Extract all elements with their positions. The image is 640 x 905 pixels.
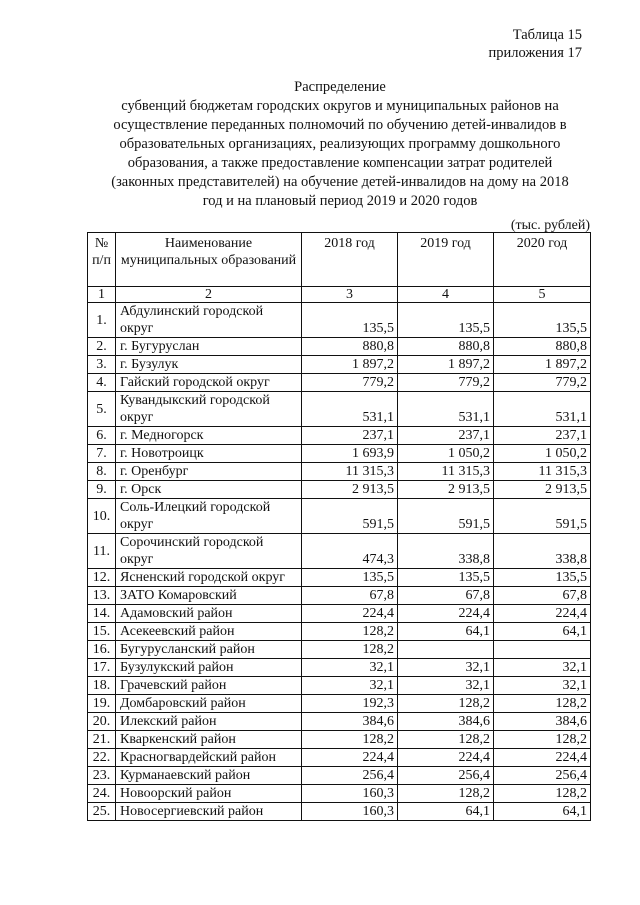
value-2020: 384,6 <box>494 713 591 731</box>
value-2018: 531,1 <box>302 392 398 427</box>
table-row <box>88 445 591 463</box>
row-number: 8. <box>88 463 116 481</box>
row-number: 17. <box>88 659 116 677</box>
value-2018: 128,2 <box>302 731 398 749</box>
value-2020: 32,1 <box>494 677 591 695</box>
municipality-name: г. Новотроицк <box>116 445 302 463</box>
municipality-name: Абдулинский городской округ <box>116 303 302 338</box>
row-number: 15. <box>88 623 116 641</box>
value-2019: 128,2 <box>398 695 494 713</box>
municipality-name: Гайский городской округ <box>116 374 302 392</box>
value-2019: 384,6 <box>398 713 494 731</box>
header-name: Наименование муниципальных образований <box>116 233 302 287</box>
table-row <box>88 659 591 677</box>
value-2020: 1 050,2 <box>494 445 591 463</box>
value-2020: 128,2 <box>494 731 591 749</box>
municipality-name: Кувандыкский городской округ <box>116 392 302 427</box>
table-row <box>88 641 591 659</box>
value-2018: 2 913,5 <box>302 481 398 499</box>
value-2020: 135,5 <box>494 303 591 338</box>
value-2018: 224,4 <box>302 605 398 623</box>
value-2018: 880,8 <box>302 338 398 356</box>
table-row <box>88 803 591 821</box>
heading-line: год и на плановый период 2019 и 2020 годов <box>202 193 478 209</box>
header-2020: 2020 год <box>494 233 591 287</box>
municipality-name: Бугурусланский район <box>116 641 302 659</box>
municipality-name: Ясненский городской округ <box>116 569 302 587</box>
row-number: 4. <box>88 374 116 392</box>
value-2019: 1 050,2 <box>398 445 494 463</box>
header-number: № п/п <box>88 233 116 287</box>
row-number: 12. <box>88 569 116 587</box>
municipality-name: Асекеевский район <box>116 623 302 641</box>
value-2019: 128,2 <box>398 731 494 749</box>
table-row <box>88 338 591 356</box>
table-row <box>88 356 591 374</box>
value-2018: 779,2 <box>302 374 398 392</box>
row-number: 18. <box>88 677 116 695</box>
value-2019: 135,5 <box>398 569 494 587</box>
municipality-name: г. Бузулук <box>116 356 302 374</box>
value-2018: 11 315,3 <box>302 463 398 481</box>
value-2020: 128,2 <box>494 785 591 803</box>
column-number-row <box>88 287 591 303</box>
municipality-name: Красногвардейский район <box>116 749 302 767</box>
row-number: 23. <box>88 767 116 785</box>
value-2019 <box>398 641 494 659</box>
table-row <box>88 785 591 803</box>
municipality-name: Новоорский район <box>116 785 302 803</box>
table-row <box>88 427 591 445</box>
table-row <box>88 569 591 587</box>
document-heading <box>80 78 600 211</box>
value-2020: 135,5 <box>494 569 591 587</box>
table-row <box>88 392 591 427</box>
value-2019: 64,1 <box>398 623 494 641</box>
value-2018: 224,4 <box>302 749 398 767</box>
value-2018: 135,5 <box>302 569 398 587</box>
value-2020: 237,1 <box>494 427 591 445</box>
table-row <box>88 749 591 767</box>
heading-line: (законных представителей) на обучение детей-инвалидов на дому на 2018 <box>111 174 569 190</box>
value-2019: 224,4 <box>398 749 494 767</box>
heading-line: субвенций бюджетам городских округов и муниципальных районов на <box>121 98 559 114</box>
table-row <box>88 623 591 641</box>
municipality-name: Сорочинский городской округ <box>116 534 302 569</box>
table-body <box>88 303 591 821</box>
value-2019: 32,1 <box>398 659 494 677</box>
table-row <box>88 374 591 392</box>
row-number: 16. <box>88 641 116 659</box>
municipality-name: Кваркенский район <box>116 731 302 749</box>
value-2019: 531,1 <box>398 392 494 427</box>
value-2019: 591,5 <box>398 499 494 534</box>
table-row <box>88 499 591 534</box>
row-number: 11. <box>88 534 116 569</box>
col-number: 1 <box>88 287 116 303</box>
value-2018: 474,3 <box>302 534 398 569</box>
row-number: 6. <box>88 427 116 445</box>
heading-title: Распределение <box>294 79 386 95</box>
value-2020: 11 315,3 <box>494 463 591 481</box>
value-2020: 224,4 <box>494 605 591 623</box>
table-row <box>88 605 591 623</box>
col-number: 4 <box>398 287 494 303</box>
table-row <box>88 534 591 569</box>
table-row <box>88 695 591 713</box>
municipality-name: ЗАТО Комаровский <box>116 587 302 605</box>
value-2018: 1 693,9 <box>302 445 398 463</box>
value-2018: 67,8 <box>302 587 398 605</box>
municipality-name: Адамовский район <box>116 605 302 623</box>
table-row <box>88 463 591 481</box>
row-number: 2. <box>88 338 116 356</box>
value-2018: 384,6 <box>302 713 398 731</box>
municipality-name: Грачевский район <box>116 677 302 695</box>
row-number: 14. <box>88 605 116 623</box>
col-number: 2 <box>116 287 302 303</box>
value-2020: 779,2 <box>494 374 591 392</box>
municipality-name: г. Бугуруслан <box>116 338 302 356</box>
header-row <box>88 233 591 287</box>
value-2020: 338,8 <box>494 534 591 569</box>
value-2018: 32,1 <box>302 677 398 695</box>
value-2020: 591,5 <box>494 499 591 534</box>
value-2020: 224,4 <box>494 749 591 767</box>
value-2019: 11 315,3 <box>398 463 494 481</box>
row-number: 13. <box>88 587 116 605</box>
value-2018: 32,1 <box>302 659 398 677</box>
table-row <box>88 677 591 695</box>
value-2018: 1 897,2 <box>302 356 398 374</box>
header-2019: 2019 год <box>398 233 494 287</box>
row-number: 19. <box>88 695 116 713</box>
heading-line: образования, а также предоставление компенсации затрат родителей <box>127 155 553 171</box>
value-2019: 880,8 <box>398 338 494 356</box>
table-reference <box>489 26 582 62</box>
value-2019: 64,1 <box>398 803 494 821</box>
table-number: Таблица 15 <box>512 27 582 43</box>
header-2018: 2018 год <box>302 233 398 287</box>
value-2020: 64,1 <box>494 803 591 821</box>
value-2020 <box>494 641 591 659</box>
row-number: 24. <box>88 785 116 803</box>
row-number: 1. <box>88 303 116 338</box>
municipality-name: Бузулукский район <box>116 659 302 677</box>
value-2018: 128,2 <box>302 623 398 641</box>
row-number: 21. <box>88 731 116 749</box>
value-2020: 128,2 <box>494 695 591 713</box>
value-2018: 160,3 <box>302 785 398 803</box>
table-row <box>88 713 591 731</box>
value-2018: 135,5 <box>302 303 398 338</box>
value-2020: 880,8 <box>494 338 591 356</box>
value-2018: 237,1 <box>302 427 398 445</box>
row-number: 20. <box>88 713 116 731</box>
appendix-number: приложения 17 <box>488 45 582 61</box>
subsidy-table <box>87 232 591 821</box>
value-2020: 256,4 <box>494 767 591 785</box>
municipality-name: г. Оренбург <box>116 463 302 481</box>
value-2019: 237,1 <box>398 427 494 445</box>
municipality-name: г. Медногорск <box>116 427 302 445</box>
value-2019: 32,1 <box>398 677 494 695</box>
col-number: 5 <box>494 287 591 303</box>
value-2019: 256,4 <box>398 767 494 785</box>
row-number: 22. <box>88 749 116 767</box>
value-2019: 779,2 <box>398 374 494 392</box>
table-row <box>88 767 591 785</box>
value-2018: 160,3 <box>302 803 398 821</box>
value-2020: 531,1 <box>494 392 591 427</box>
row-number: 7. <box>88 445 116 463</box>
col-number: 3 <box>302 287 398 303</box>
table-row <box>88 303 591 338</box>
municipality-name: г. Орск <box>116 481 302 499</box>
row-number: 25. <box>88 803 116 821</box>
municipality-name: Курманаевский район <box>116 767 302 785</box>
value-2018: 591,5 <box>302 499 398 534</box>
municipality-name: Илекский район <box>116 713 302 731</box>
value-2020: 1 897,2 <box>494 356 591 374</box>
table-row <box>88 481 591 499</box>
value-2018: 192,3 <box>302 695 398 713</box>
value-2018: 128,2 <box>302 641 398 659</box>
value-2020: 67,8 <box>494 587 591 605</box>
value-2018: 256,4 <box>302 767 398 785</box>
heading-line: осуществление переданных полномочий по обучению детей-инвалидов в <box>113 117 567 133</box>
row-number: 5. <box>88 392 116 427</box>
municipality-name: Новосергиевский район <box>116 803 302 821</box>
municipality-name: Домбаровский район <box>116 695 302 713</box>
value-2020: 2 913,5 <box>494 481 591 499</box>
value-2019: 224,4 <box>398 605 494 623</box>
row-number: 9. <box>88 481 116 499</box>
municipality-name: Соль-Илецкий городской округ <box>116 499 302 534</box>
value-2020: 64,1 <box>494 623 591 641</box>
value-2019: 135,5 <box>398 303 494 338</box>
table-row <box>88 587 591 605</box>
row-number: 3. <box>88 356 116 374</box>
row-number: 10. <box>88 499 116 534</box>
heading-line: образовательных организациях, реализующих программу дошкольного <box>119 136 561 152</box>
table-row <box>88 731 591 749</box>
value-2019: 128,2 <box>398 785 494 803</box>
value-2019: 67,8 <box>398 587 494 605</box>
value-2019: 1 897,2 <box>398 356 494 374</box>
units-note: (тыс. рублей) <box>510 218 590 233</box>
value-2019: 338,8 <box>398 534 494 569</box>
value-2020: 32,1 <box>494 659 591 677</box>
value-2019: 2 913,5 <box>398 481 494 499</box>
